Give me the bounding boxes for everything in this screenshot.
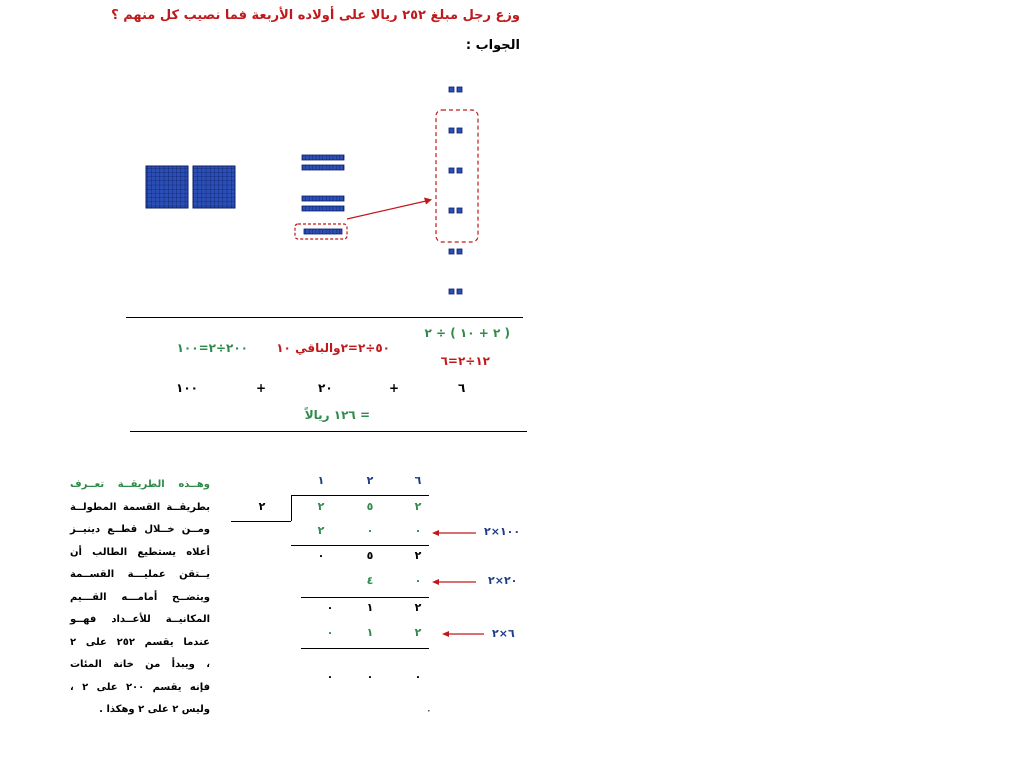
ten-rod-1	[302, 155, 344, 160]
step-digit: ٠	[366, 670, 374, 683]
explanation-line: ، ويبدأ من خانة المئات	[70, 659, 210, 670]
divisor-underline	[231, 521, 291, 522]
multiplier-label: ٢٠×٢	[488, 574, 518, 587]
step-digit: ٠	[366, 524, 374, 537]
equation-bottom-rule	[130, 431, 527, 432]
step-digit: ٠	[414, 574, 422, 587]
hundreds-equation: ٢٠٠÷٢=١٠٠	[176, 341, 248, 355]
step-digit: ٠	[414, 670, 422, 683]
sum-ones: ٦	[458, 381, 466, 395]
step-rule	[301, 648, 429, 649]
sum-hundreds: ١٠٠	[176, 381, 198, 395]
multiplier-label: ١٠٠×٢	[484, 525, 521, 538]
explanation-line: ويتضــح أمامـــه القـــيم	[70, 591, 210, 603]
dividend-digit: ٢	[317, 500, 325, 513]
ten-rod-2	[302, 165, 344, 170]
step-digit: ٠	[326, 626, 334, 639]
ten-rod-5	[304, 229, 342, 234]
tens-equation	[260, 341, 390, 355]
equation-top-rule	[126, 317, 523, 318]
tens-equation-text: ٥٠÷٢=٢والباقي ١٠	[276, 341, 390, 355]
explanation-line: وهــذه الطريقــة تعــرف	[70, 479, 210, 490]
step-digit: ٢	[317, 524, 325, 537]
dienes-blocks-figure	[0, 0, 1015, 320]
answer-label: الجواب :	[465, 38, 520, 53]
hundred-flat-1	[146, 166, 188, 208]
unit-cubes	[449, 87, 462, 294]
hundred-flat-2	[193, 166, 235, 208]
dividend-digit: ٥	[366, 500, 374, 513]
step-digit: ١	[366, 601, 374, 614]
question-title: وزع رجل مبلغ ٢٥٢ ريالا على أولاده الأربعة فما نصيب كل منهم ؟	[111, 8, 520, 23]
ones-equation-1: ( ٢ + ١٠ ) ÷ ٢	[424, 326, 510, 340]
plus-sign-2: +	[256, 381, 267, 395]
explanation-line: يــتقن عمليـــة القســمة	[70, 569, 210, 580]
quotient-digit: ٦	[414, 474, 422, 487]
step-digit: ٠	[326, 601, 334, 614]
step-digit: ٥	[366, 549, 374, 562]
quotient-digit: ١	[317, 474, 325, 487]
step-digit: ٢	[414, 601, 422, 614]
division-bar	[291, 495, 429, 496]
ones-equation-2: ١٢÷٢=٦	[440, 354, 490, 368]
step-rule	[291, 545, 429, 546]
explanation-line: بطريقــة القسمة المطولــة	[70, 501, 210, 513]
dividend-digit: ٢	[414, 500, 422, 513]
explanation-line: عندما يقسم ٢٥٢ على ٢	[70, 636, 210, 648]
explanation-line: المكانيــة للأعــداد فهــو	[70, 614, 210, 625]
ten-rod-3	[302, 196, 344, 201]
explanation-line: ومــن خــلال قطــع دينيــز	[70, 524, 210, 535]
step-digit: ٢	[414, 626, 422, 639]
explanation-line: فإنه يقسم ٢٠٠ على ٢ ،	[70, 681, 210, 693]
explanation-line: وليس ٢ على ٢ وهكذا .	[99, 704, 210, 715]
division-bracket	[291, 495, 292, 521]
step-digit: ٠	[317, 549, 325, 562]
explanation-paragraph	[70, 474, 210, 722]
sum-tens: ٢٠	[318, 381, 333, 395]
plus-sign-1: +	[389, 381, 400, 395]
ten-rod-4	[302, 206, 344, 211]
multiplier-label: ٦×٢	[492, 627, 515, 640]
explanation-line: أعلاه يستطيع الطالب أن	[70, 546, 210, 558]
step-digit: ٠	[326, 670, 334, 683]
regroup-arrow	[347, 201, 426, 219]
step-digit: ١	[366, 626, 374, 639]
step-digit: ٢	[414, 549, 422, 562]
step-rule	[301, 597, 429, 598]
quotient-digit: ٢	[366, 474, 374, 487]
divisor: ٢	[258, 500, 266, 513]
step-digit: ٤	[366, 574, 374, 587]
result: = ١٢٦ ريالاً	[304, 408, 370, 422]
step-digit: ٠	[414, 524, 422, 537]
